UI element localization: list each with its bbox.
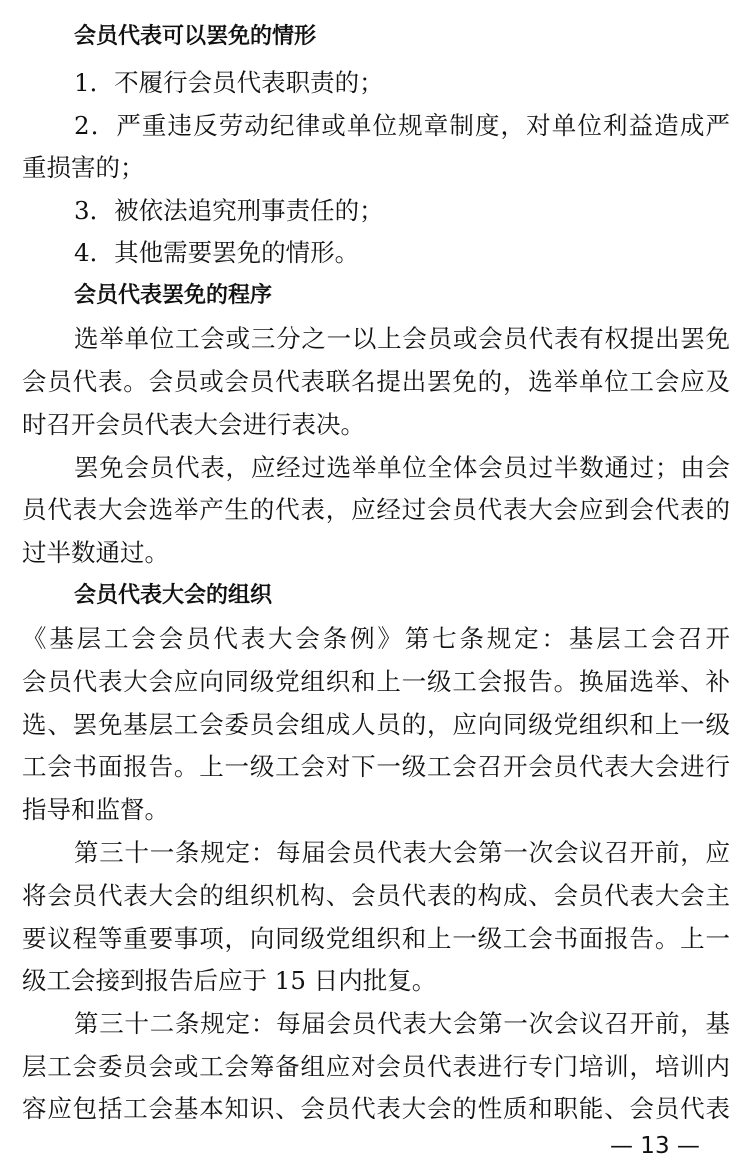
text-line: 层工会委员会或工会筹备组应对会员代表进行专门培训，培训内 [22,1052,730,1081]
heading-organization: 会员代表大会的组织 [74,583,273,608]
text-line: 将会员代表大会的组织机构、会员代表的构成、会员代表大会主 [22,881,730,910]
text-line: 员代表大会选举产生的代表，应经过会员代表大会应到会代表的 [22,495,730,524]
text-line: 要议程等重要事项，向同级党组织和上一级工会书面报告。上一 [22,924,730,953]
text-line: 第三十一条规定：每届会员代表大会第一次会议召开前，应 [74,838,730,867]
text-line: 4．其他需要罢免的情形。 [74,238,360,267]
text-line: 时召开会员代表大会进行表决。 [22,410,365,439]
text-line: 指导和监督。 [22,795,169,824]
text-line: 2．严重违反劳动纪律或单位规章制度，对单位利益造成严 [74,111,730,140]
text-line: 《基层工会会员代表大会条例》第七条规定：基层工会召开 [22,624,730,653]
text-line: 工会书面报告。上一级工会对下一级工会召开会员代表大会进行 [22,752,730,781]
text-line: 选举单位工会或三分之一以上会员或会员代表有权提出罢免 [74,324,730,353]
text-line: 会员代表大会应向同级党组织和上一级工会报告。换届选举、补 [22,667,730,696]
text-line: 级工会接到报告后应于 15 日内批复。 [22,966,437,995]
text-line: 1．不履行会员代表职责的； [74,68,384,97]
text-line: 重损害的； [22,153,145,182]
text-line: 第三十二条规定：每届会员代表大会第一次会议召开前，基 [74,1009,730,1038]
text-line: 过半数通过。 [22,538,169,567]
text-line: 选、罢免基层工会委员会组成人员的，应向同级党组织和上一级 [22,710,730,739]
page-number: — 13 — [610,1133,700,1159]
heading-removal-conditions: 会员代表可以罢免的情形 [74,24,317,49]
text-line: 会员代表。会员或会员代表联名提出罢免的，选举单位工会应及 [22,367,730,396]
text-line: 罢免会员代表，应经过选举单位全体会员过半数通过；由会 [74,453,730,482]
text-line: 3．被依法追究刑事责任的； [74,196,384,225]
heading-removal-procedure: 会员代表罢免的程序 [74,283,273,308]
text-line: 容应包括工会基本知识、会员代表大会的性质和职能、会员代表 [22,1094,730,1123]
